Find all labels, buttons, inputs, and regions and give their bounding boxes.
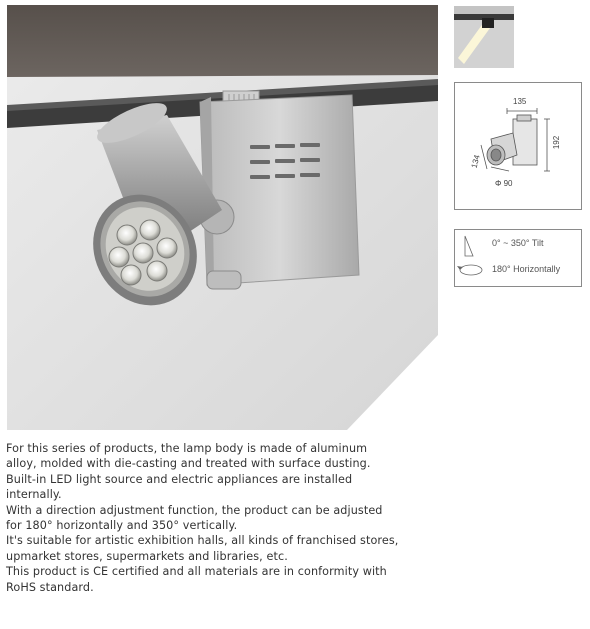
product-photo [7,5,438,430]
depth-dimension: 134 [469,153,482,170]
description-line: internally. [6,488,62,502]
dimension-drawing [454,82,582,210]
horizontal-label: 180° Horizontally [492,264,561,274]
description-line: For this series of products, the lamp body is made of aluminum [6,442,368,455]
product-description [6,441,446,595]
description-line: It's suitable for artistic exhibition halls, all kinds of franchised stores, [6,534,399,548]
description-line: upmarket stores, supermarkets and libraries, etc. [6,549,288,563]
height-dimension: 192 [552,135,562,150]
tilt-label: 0° ~ 350° Tilt [492,238,544,248]
tilt-icon [465,236,473,256]
horizontal-rotation-icon [457,265,482,275]
description-line: alloy, molded with die-casting and treated with surface dusting. [6,457,371,471]
led-track-light-image [7,5,438,430]
description-line: With a direction adjustment function, the product can be adjusted [6,503,383,517]
width-dimension: 135 [513,97,527,106]
installation-thumbnail [454,6,514,68]
rotation-spec [454,229,582,287]
diameter-dimension: Φ 90 [495,179,513,188]
description-line: RoHS standard. [6,580,94,594]
description-line: Built-in LED light source and electric appliances are installed [6,472,353,486]
description-line: for 180° horizontally and 350° vertically. [6,519,238,533]
description-line: This product is CE certified and all materials are in conformity with [6,565,387,579]
